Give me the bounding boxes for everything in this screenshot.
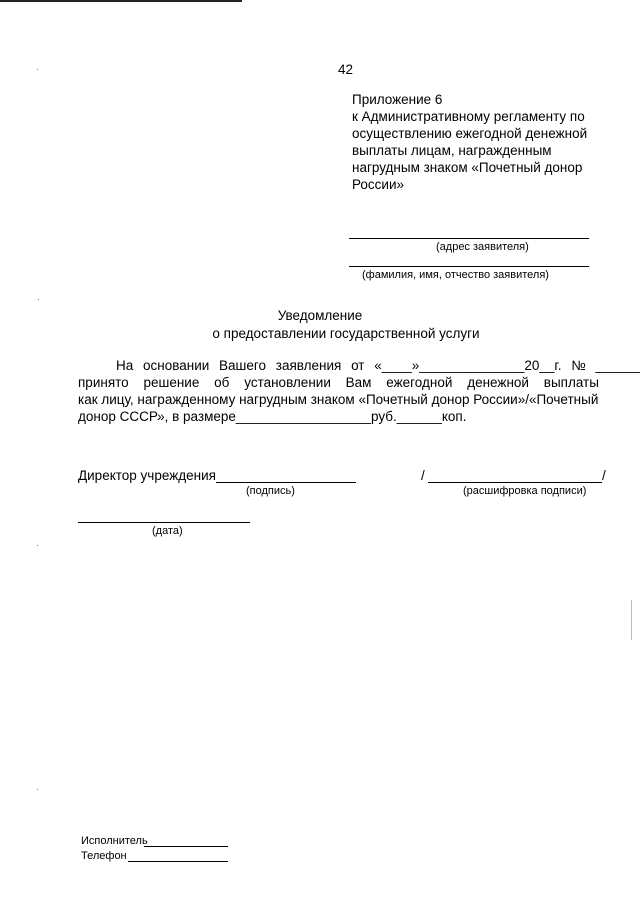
- scan-edge-mark: [631, 600, 632, 640]
- body-word: установлении: [244, 375, 331, 390]
- body-line-2: [78, 374, 599, 391]
- body-word: денежной: [467, 375, 529, 390]
- address-caption: (адрес заявителя): [436, 241, 529, 253]
- date-line: [78, 522, 250, 523]
- body-word: ежегодной: [386, 375, 453, 390]
- scan-speck: [37, 789, 38, 790]
- director-label: Директор учреждения: [78, 468, 216, 483]
- appendix-line: Приложение 6: [352, 92, 443, 107]
- signature-line: [216, 482, 356, 483]
- appendix-line: выплаты лицам, награжденным: [352, 143, 552, 158]
- phone-label: Телефон: [81, 850, 127, 862]
- body-word: решение: [143, 375, 200, 390]
- executor-line: [144, 846, 228, 847]
- signature-caption: (подпись): [246, 485, 295, 497]
- appendix-line: к Административному регламенту по: [352, 109, 585, 124]
- scan-speck: [37, 545, 38, 546]
- scan-speck: [37, 69, 38, 70]
- name-line: [349, 266, 589, 267]
- body-word: принято: [78, 375, 129, 390]
- body-line-3: как лицу, награжденному нагрудным знаком «Почетный донор России»/«Почетный: [78, 392, 599, 407]
- date-caption: (дата): [152, 525, 183, 537]
- appendix-line: России»: [352, 177, 405, 192]
- appendix-line: нагрудным знаком «Почетный донор: [352, 160, 583, 175]
- decoding-slash-left: /: [421, 468, 425, 483]
- decoding-caption: (расшифровка подписи): [463, 485, 587, 497]
- body-line-4: донор СССР», в размере__________________руб.______коп.: [78, 409, 467, 424]
- phone-line: [128, 861, 228, 862]
- decoding-line: [428, 482, 602, 483]
- decoding-slash-right: /: [602, 468, 606, 483]
- body-word: выплаты: [543, 375, 599, 390]
- body-word: об: [214, 375, 230, 390]
- scan-top-border: [0, 0, 242, 2]
- appendix-block: [352, 91, 587, 193]
- page-number: 42: [338, 62, 354, 77]
- document-subtitle: о предоставлении государственной услуги: [212, 326, 480, 341]
- scan-speck: [38, 299, 39, 300]
- body-word: Вам: [345, 375, 372, 390]
- appendix-line: осуществлению ежегодной денежной: [352, 126, 588, 141]
- executor-label: Исполнитель: [81, 835, 148, 847]
- name-caption: (фамилия, имя, отчество заявителя): [362, 269, 549, 281]
- document-title: Уведомление: [277, 308, 363, 323]
- address-line: [349, 238, 589, 239]
- body-line-1: На основании Вашего заявления от «____»______________20__г. № ______: [116, 358, 640, 373]
